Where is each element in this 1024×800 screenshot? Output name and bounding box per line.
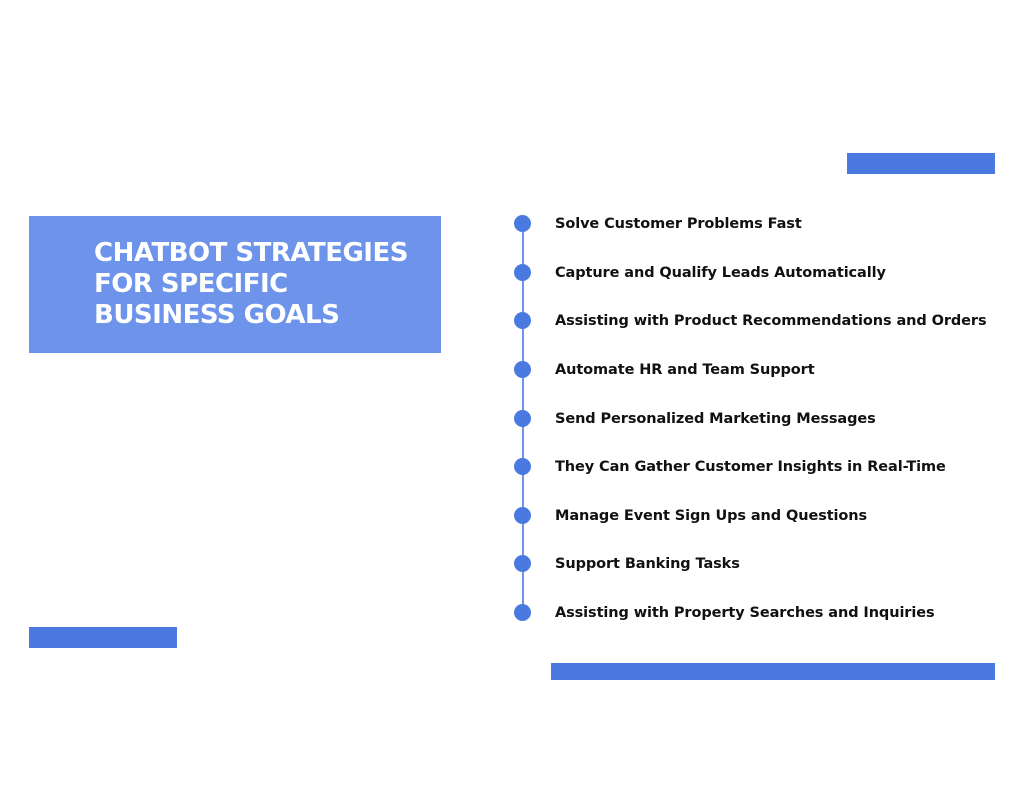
timeline-item — [513, 214, 1003, 234]
timeline-item — [513, 360, 1003, 380]
timeline-item — [513, 409, 1003, 429]
bullet-dot-icon — [514, 361, 531, 378]
timeline-item-label: Send Personalized Marketing Messages — [555, 411, 876, 427]
timeline-item-label: Assisting with Product Recommendations and Orders — [555, 313, 987, 329]
timeline-item-label: Manage Event Sign Ups and Questions — [555, 508, 868, 524]
timeline-item-label: Automate HR and Team Support — [555, 362, 815, 378]
bullet-dot-icon — [514, 264, 531, 281]
slide-title-line: FOR SPECIFIC — [94, 269, 288, 299]
timeline-item — [513, 457, 1003, 477]
timeline-item — [513, 554, 1003, 574]
bullet-dot-icon — [514, 312, 531, 329]
bullet-dot-icon — [514, 604, 531, 621]
timeline-item-label: Capture and Qualify Leads Automatically — [555, 265, 886, 281]
timeline-item-label: Solve Customer Problems Fast — [555, 216, 802, 232]
bullet-dot-icon — [514, 555, 531, 572]
slide-title-line: CHATBOT STRATEGIES — [94, 238, 408, 268]
timeline-item-label: Support Banking Tasks — [555, 556, 740, 572]
slide-title-line: BUSINESS GOALS — [94, 300, 340, 330]
accent-bar-bottom-right — [551, 663, 995, 680]
timeline-item — [513, 506, 1003, 526]
timeline-item — [513, 311, 1003, 331]
bullet-dot-icon — [514, 410, 531, 427]
bullet-dot-icon — [514, 458, 531, 475]
timeline-item-label: They Can Gather Customer Insights in Real-Time — [555, 459, 946, 475]
bullet-dot-icon — [514, 507, 531, 524]
timeline-item — [513, 603, 1003, 623]
bullet-dot-icon — [514, 215, 531, 232]
timeline-item-label: Assisting with Property Searches and Inquiries — [555, 605, 935, 621]
timeline-item — [513, 263, 1003, 283]
